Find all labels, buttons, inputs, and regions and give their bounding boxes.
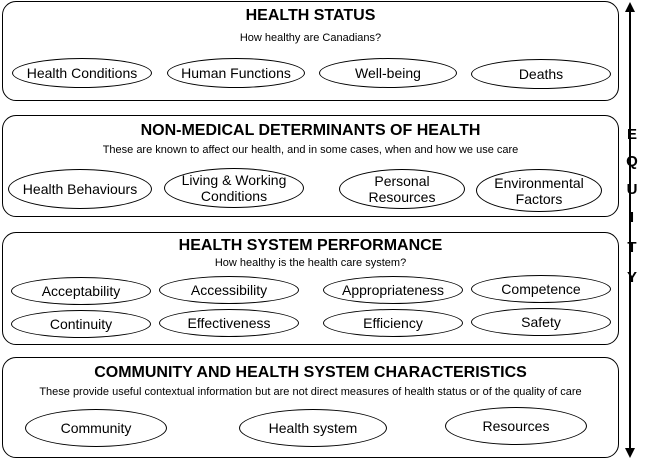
panel-subtitle: How healthy is the health care system?	[214, 257, 407, 269]
equity-letter: U	[626, 181, 638, 198]
equity-letter: E	[626, 126, 637, 143]
panel-title: NON-MEDICAL DETERMINANTS OF HEALTH	[140, 122, 481, 139]
health-system-performance-panel	[2, 232, 619, 345]
pill-environmental-factors: Environmental Factors	[476, 169, 602, 212]
panel-subtitle: These provide useful contextual information but are not direct measures of health status or of the quality of care	[39, 386, 582, 398]
pill-efficiency: Efficiency	[323, 309, 463, 337]
equity-letter: I	[629, 209, 635, 226]
pill-health-conditions: Health Conditions	[12, 58, 152, 88]
pill-appropriateness: Appropriateness	[323, 276, 463, 304]
pill-safety: Safety	[471, 308, 611, 336]
pill-effectiveness: Effectiveness	[159, 309, 299, 337]
pill-deaths: Deaths	[471, 59, 611, 89]
equity-arrow-icon	[622, 2, 638, 458]
pill-continuity: Continuity	[11, 310, 151, 338]
community-health-system-characteristics-panel	[2, 357, 619, 458]
panel-title: HEALTH SYSTEM PERFORMANCE	[178, 237, 443, 254]
panel-subtitle: How healthy are Canadians?	[239, 32, 382, 44]
equity-letter: Y	[626, 269, 637, 286]
pill-living-working-conditions: Living & Working Conditions	[164, 168, 304, 208]
health-status-panel	[2, 1, 619, 101]
pill-human-functions: Human Functions	[167, 58, 305, 88]
pill-health-behaviours: Health Behaviours	[8, 169, 152, 209]
panel-subtitle: These are known to affect our health, and in some cases, when and how we use care	[102, 144, 519, 156]
panel-title: COMMUNITY AND HEALTH SYSTEM CHARACTERISTICS	[94, 364, 527, 381]
pill-accessibility: Accessibility	[159, 276, 299, 304]
equity-letter: Q	[626, 153, 638, 170]
pill-well-being: Well-being	[319, 58, 457, 88]
pill-community: Community	[25, 409, 167, 447]
panel-title: HEALTH STATUS	[245, 7, 376, 24]
equity-letter: T	[627, 239, 637, 256]
pill-competence: Competence	[471, 275, 611, 303]
pill-health-system: Health system	[239, 409, 387, 447]
non-medical-determinants-panel	[2, 115, 619, 217]
pill-personal-resources: Personal Resources	[339, 169, 465, 209]
pill-resources: Resources	[445, 407, 587, 445]
pill-acceptability: Acceptability	[11, 277, 151, 305]
